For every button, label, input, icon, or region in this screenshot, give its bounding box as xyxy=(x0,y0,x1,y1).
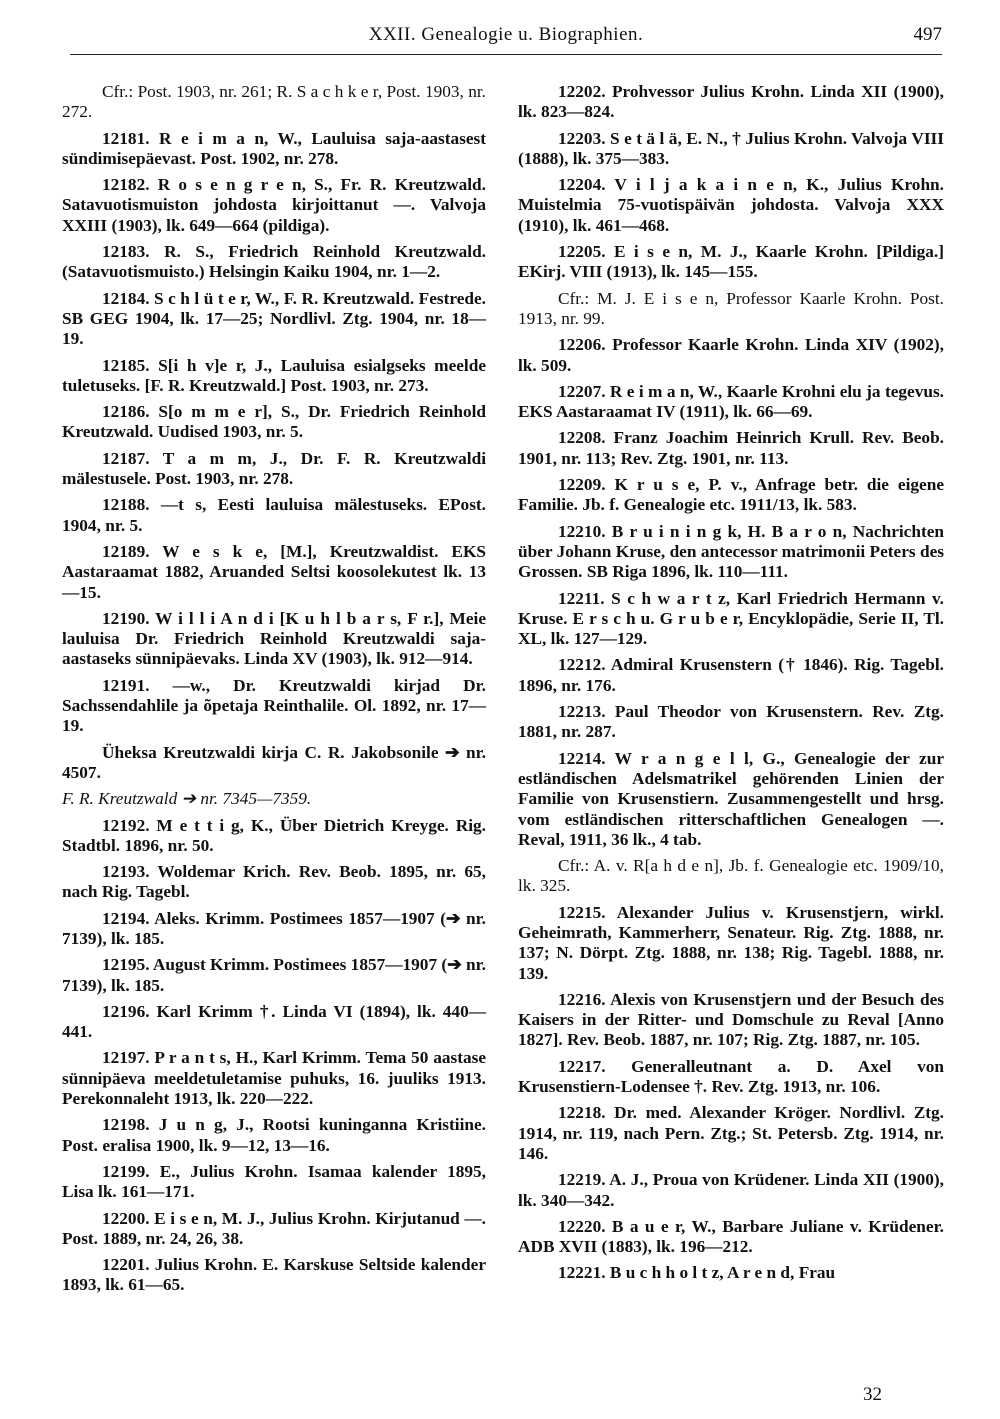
bibliography-entry: 12218. Dr. med. Alexander Kröger. Nordlivl. Ztg. 1914, nr. 119, nach Pern. Ztg.; St. Petersb. Ztg. 1914, nr. 146. xyxy=(518,1103,944,1163)
page-number: 497 xyxy=(913,24,942,45)
left-column xyxy=(62,82,486,1302)
bibliography-entry: 12191. —w., Dr. Kreutzwaldi kirjad Dr. Sachssendahlile ja õpetaja Reinthalile. Ol. 1892, nr. 17—19. xyxy=(62,675,486,736)
running-title: XXII. Genealogie u. Biographien. xyxy=(368,24,644,45)
bibliography-entry: 12209. K r u s e, P. v., Anfrage betr. die eigene Familie. Jb. f. Genealogie etc. 1911/13, lk. 583. xyxy=(518,475,944,515)
bibliography-entry: 12184. S c h l ü t e r, W., F. R. Kreutzwald. Festrede. SB GEG 1904, lk. 17—25; Nordlivl. Ztg. 1904, nr. 18—19. xyxy=(62,288,486,349)
bibliography-entry: 12201. Julius Krohn. E. Karskuse Seltside kalender 1893, lk. 61—65. xyxy=(62,1255,486,1295)
bibliography-entry: 12190. W i l l i A n d i [K u h l b a r s, F r.], Meie lauluisa Dr. Friedrich Reinhold Kreutzwaldi saja-aastaseks sünnipäevaks. Linda XV (1903), lk. 912—914. xyxy=(62,608,486,669)
bibliography-entry: 12188. —t s, Eesti lauluisa mälestuseks. EPost. 1904, nr. 5. xyxy=(62,495,486,535)
bibliography-entry: 12185. S[i h v]e r, J., Lauluisa esialgseks meelde tuletuseks. [F. R. Kreutzwald.] Post. 1903, nr. 273. xyxy=(62,355,486,395)
bibliography-entry: 12220. B a u e r, W., Barbare Juliane v. Krüdener. ADB XVII (1883), lk. 196—212. xyxy=(518,1216,944,1257)
right-column xyxy=(518,82,944,1290)
bibliography-entry: 12197. P r a n t s, H., Karl Krimm. Tema 50 aastase sünnipäeva meeldetuletamise puhuks, 16. juuliks 1913. Perekonnaleht 1913, lk. 220—222. xyxy=(62,1048,486,1109)
bibliography-entry: 12216. Alexis von Krusenstjern und der Besuch des Kaisers in der Ritter- und Domschule zu Reval [Anno 1827]. Rev. Beob. 1887, nr. 107; Rig. Ztg. 1887, nr. 105. xyxy=(518,989,944,1050)
bibliography-entry: 12193. Woldemar Krich. Rev. Beob. 1895, nr. 65, nach Rig. Tagebl. xyxy=(62,862,486,902)
bibliography-entry: 12194. Aleks. Krimm. Postimees 1857—1907 (➔ nr. 7139), lk. 185. xyxy=(62,908,486,948)
bibliography-entry: 12183. R. S., Friedrich Reinhold Kreutzwald. (Satavuotismuisto.) Helsingin Kaiku 1904, nr. 1—2. xyxy=(62,242,486,282)
bibliography-entry: 12200. E i s e n, M. J., Julius Krohn. Kirjutanud —. Post. 1889, nr. 24, 26, 38. xyxy=(62,1208,486,1248)
bibliography-entry: 12215. Alexander Julius v. Krusenstjern, wirkl. Geheimrath, Kammerherr, Senateur. Rig. Ztg. 1888, nr. 137; N. Dörpt. Ztg. 1888, nr. 138; Rig. Tagebl. 1888, nr. 139. xyxy=(518,902,944,983)
bibliography-entry: 12205. E i s e n, M. J., Kaarle Krohn. [Pildiga.] EKirj. VIII (1913), lk. 145—155. xyxy=(518,242,944,282)
bibliography-entry: 12210. B r u i n i n g k, H. B a r o n, Nachrichten über Johann Kruse, den antecessor matrimonii Peters des Grossen. SB Riga 1896, lk. 110—111. xyxy=(518,521,944,582)
bibliography-entry: 12192. M e t t i g, K., Über Dietrich Kreyge. Rig. Stadtbl. 1896, nr. 50. xyxy=(62,815,486,855)
bibliography-entry: 12207. R e i m a n, W., Kaarle Krohni elu ja tegevus. EKS Aastaraamat IV (1911), lk. 66—69. xyxy=(518,381,944,422)
bibliography-entry: 12221. B u c h h o l t z, A r e n d, Frau xyxy=(558,1263,836,1283)
signature-mark: 32 xyxy=(863,1384,882,1405)
running-header xyxy=(70,22,942,55)
bibliography-entry: 12195. August Krimm. Postimees 1857—1907 (➔ nr. 7139), lk. 185. xyxy=(62,955,486,995)
bibliography-entry: 12219. A. J., Proua von Krüdener. Linda XII (1900), lk. 340—342. xyxy=(518,1170,944,1210)
bibliography-entry: 12203. S e t ä l ä, E. N., † Julius Krohn. Valvoja VIII (1888), lk. 375—383. xyxy=(518,128,944,168)
bibliography-entry: 12182. R o s e n g r e n, S., Fr. R. Kreutzwald. Satavuotismuiston johdosta kirjoittanut —. Valvoja XXIII (1903), lk. 649—664 (pildiga). xyxy=(62,175,486,235)
bibliography-entry: 12211. S c h w a r t z, Karl Friedrich Hermann v. Kruse. E r s c h u. G r u b e r, Encyklopädie, Serie II, Tl. XL, lk. 127—129. xyxy=(518,588,944,649)
bibliography-entry: 12196. Karl Krimm †. Linda VI (1894), lk. 440—441. xyxy=(62,1001,486,1042)
bibliography-entry: 12213. Paul Theodor von Krusenstern. Rev. Ztg. 1881, nr. 287. xyxy=(518,702,944,742)
bibliography-entry: 12217. Generalleutnant a. D. Axel von Krusenstiern-Lodensee †. Rev. Ztg. 1913, nr. 106. xyxy=(518,1056,944,1097)
bibliography-entry: 12208. Franz Joachim Heinrich Krull. Rev. Beob. 1901, nr. 113; Rev. Ztg. 1901, nr. 113. xyxy=(518,428,944,468)
bibliography-entry: F. R. Kreutzwald ➔ nr. 7345—7359. xyxy=(62,789,312,809)
bibliography-entry: Cfr.: Post. 1903, nr. 261; R. S a c h k e r, Post. 1903, nr. 272. xyxy=(62,82,486,122)
bibliography-entry: 12189. W e s k e, [M.], Kreutzwaldist. EKS Aastaraamat 1882, Aruanded Seltsi koosolekutest lk. 13—15. xyxy=(62,541,486,602)
bibliography-entry: Üheksa Kreutzwaldi kirja C. R. Jakobsonile ➔ nr. 4507. xyxy=(62,742,486,782)
bibliography-entry: 12198. J u n g, J., Rootsi kuninganna Kristiine. Post. eralisa 1900, lk. 9—12, 13—16. xyxy=(62,1115,486,1155)
bibliography-entry: 12214. W r a n g e l l, G., Genealogie der zur estländischen Adelsmatrikel gehörenden Linien der Familie von Krusenstiern. Zusammengestellt und hrsg. vom estländischen ritterschaftlichen Genealogen —. Reval, 1911, 36 lk., 4 tab. xyxy=(518,748,944,849)
bibliography-entry: Cfr.: A. v. R[a h d e n], Jb. f. Genealogie etc. 1909/10, lk. 325. xyxy=(518,856,944,896)
bibliography-entry: 12202. Prohvessor Julius Krohn. Linda XII (1900), lk. 823—824. xyxy=(518,82,944,122)
bibliography-entry: 12212. Admiral Krusenstern († 1846). Rig. Tagebl. 1896, nr. 176. xyxy=(518,655,944,695)
bibliography-entry: Cfr.: M. J. E i s e n, Professor Kaarle Krohn. Post. 1913, nr. 99. xyxy=(518,288,944,328)
bibliography-entry: 12187. T a m m, J., Dr. F. R. Kreutzwaldi mälestusele. Post. 1903, nr. 278. xyxy=(62,448,486,489)
bibliography-entry: 12199. E., Julius Krohn. Isamaa kalender 1895, Lisa lk. 161—171. xyxy=(62,1161,486,1202)
bibliography-entry: 12186. S[o m m e r], S., Dr. Friedrich Reinhold Kreutzwald. Uudised 1903, nr. 5. xyxy=(62,402,486,442)
bibliography-entry: 12181. R e i m a n, W., Lauluisa saja-aastasest sündimisepäevast. Post. 1902, nr. 278. xyxy=(62,128,486,168)
bibliography-entry: 12206. Professor Kaarle Krohn. Linda XIV (1902), lk. 509. xyxy=(518,335,944,375)
bibliography-entry: 12204. V i l j a k a i n e n, K., Julius Krohn. Muistelmia 75-vuotispäivän johdosta. Valvoja XXX (1910), lk. 461—468. xyxy=(518,175,944,235)
